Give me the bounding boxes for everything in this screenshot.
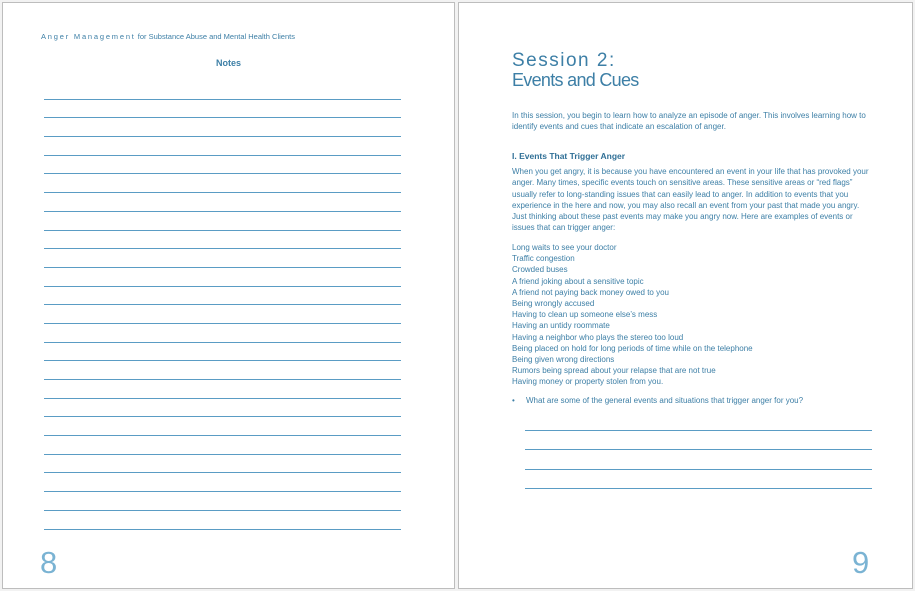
running-head-title: Anger Management bbox=[41, 32, 136, 41]
list-item: Crowded buses bbox=[512, 265, 568, 275]
list-item: Being wrongly accused bbox=[512, 299, 595, 309]
note-line bbox=[44, 305, 401, 324]
list-item: Rumors being spread about your relapse that are not true bbox=[512, 366, 716, 376]
running-head bbox=[41, 32, 295, 41]
left-page bbox=[2, 2, 455, 589]
note-line bbox=[44, 399, 401, 418]
note-line bbox=[44, 156, 401, 175]
list-item: Being given wrong directions bbox=[512, 355, 615, 365]
note-line bbox=[44, 81, 401, 100]
answer-line bbox=[525, 411, 872, 431]
notes-lines bbox=[44, 81, 401, 530]
note-line bbox=[44, 268, 401, 287]
list-item: Having an untidy roommate bbox=[512, 321, 610, 331]
list-item: Traffic congestion bbox=[512, 254, 575, 264]
answer-lines bbox=[525, 411, 872, 489]
page-number: 9 bbox=[852, 545, 870, 580]
session-title-line2: Events and Cues bbox=[512, 69, 639, 90]
intro-paragraph: In this session, you begin to learn how to analyze an episode of anger. This involves learning how to identify events and cues that indicate an escalation of anger. bbox=[512, 111, 866, 132]
note-line bbox=[44, 287, 401, 306]
note-line bbox=[44, 231, 401, 250]
answer-line bbox=[525, 450, 872, 470]
list-item: A friend joking about a sensitive topic bbox=[512, 276, 644, 286]
question-text: What are some of the general events and situations that trigger anger for you? bbox=[526, 396, 804, 405]
right-page bbox=[458, 2, 913, 589]
list-item: Having to clean up someone else’s mess bbox=[512, 310, 658, 320]
session-title bbox=[512, 51, 639, 90]
note-line bbox=[44, 324, 401, 343]
note-line bbox=[44, 417, 401, 436]
list-item: A friend not paying back money owed to you bbox=[512, 287, 669, 297]
section-paragraph: When you get angry, it is because you have encountered an event in your life that has provoked your anger. Many times, specific events touch on sensitive areas. These sensitive areas or “red flags” usually refer to long-standing issues that can easily lead to anger. In addition to events that you experience in the here and now, you may also recall an event from your past that made you angry. Just thinking about these past events may make you angry now. Here are examples of events or issues that can trigger anger: bbox=[512, 167, 869, 233]
list-item: Having money or property stolen from you. bbox=[512, 377, 664, 387]
note-line bbox=[44, 118, 401, 137]
section-heading: I. Events That Trigger Anger bbox=[512, 151, 626, 161]
list-item: Having a neighbor who plays the stereo too loud bbox=[512, 332, 684, 342]
session-title-line1: Session 2: bbox=[512, 50, 616, 71]
bullet-icon: • bbox=[512, 396, 515, 405]
note-line bbox=[44, 455, 401, 474]
note-line bbox=[44, 100, 401, 119]
note-line bbox=[44, 174, 401, 193]
note-line bbox=[44, 343, 401, 362]
page-number: 8 bbox=[40, 545, 58, 580]
note-line bbox=[44, 249, 401, 268]
trigger-examples-list bbox=[512, 242, 872, 388]
note-line bbox=[44, 193, 401, 212]
note-line bbox=[44, 436, 401, 455]
reflection-question bbox=[512, 396, 872, 405]
note-line bbox=[44, 361, 401, 380]
list-item: Being placed on hold for long periods of time while on the telephone bbox=[512, 343, 753, 353]
notes-heading: Notes bbox=[215, 58, 241, 68]
answer-line bbox=[525, 431, 872, 451]
note-line bbox=[44, 380, 401, 399]
answer-line bbox=[525, 470, 872, 490]
note-line bbox=[44, 137, 401, 156]
running-head-subtitle: for Substance Abuse and Mental Health Clients bbox=[135, 32, 295, 41]
note-line bbox=[44, 212, 401, 231]
note-line bbox=[44, 492, 401, 511]
note-line bbox=[44, 473, 401, 492]
list-item: Long waits to see your doctor bbox=[512, 243, 617, 252]
note-line bbox=[44, 511, 401, 530]
